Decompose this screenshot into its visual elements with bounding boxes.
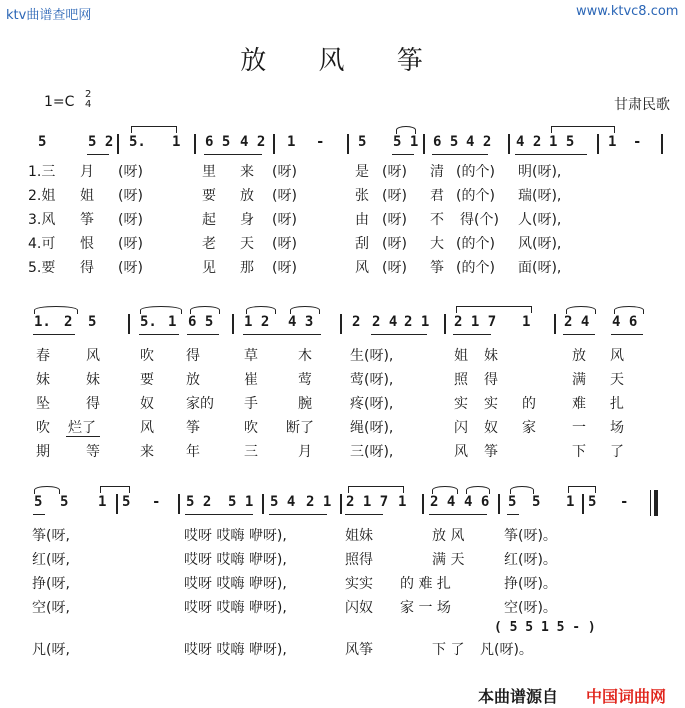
note: 6 5 <box>205 134 231 150</box>
lyric: (呀) <box>272 164 297 180</box>
barline <box>116 494 118 514</box>
slur <box>290 306 320 314</box>
lyric: 下 <box>572 444 586 460</box>
barline <box>262 494 264 514</box>
lyric: 红(呀)。 <box>504 552 557 568</box>
lyric: (呀) <box>118 188 143 204</box>
underline <box>429 514 487 515</box>
time-signature <box>85 90 91 110</box>
lyric: 筝(呀)。 <box>504 528 557 544</box>
note: 4 2 <box>516 134 542 150</box>
barline <box>340 314 342 334</box>
lyric: 得 <box>186 348 200 364</box>
lyric: 来 <box>140 444 154 460</box>
tie <box>100 486 130 493</box>
lyric: 空(呀)。 <box>504 600 557 616</box>
note: 1 2 <box>244 314 270 330</box>
lyric: 扎 <box>610 396 624 412</box>
lyric: 的 <box>522 396 536 412</box>
lyric: 刮 <box>355 236 369 252</box>
lyric: 里 <box>202 164 216 180</box>
lyric: 妹 <box>484 348 498 364</box>
lyric: (呀) <box>272 236 297 252</box>
barline <box>582 494 584 514</box>
barline <box>117 134 119 154</box>
lyric: 照得 <box>345 552 373 568</box>
lyric: 放 <box>186 372 200 388</box>
lyric: 家的 <box>186 396 214 412</box>
note: 1 <box>608 134 617 150</box>
lyric: 是 <box>355 164 369 180</box>
lyric: 满 天 <box>432 552 465 568</box>
lyric: 妹 <box>86 372 100 388</box>
barline <box>498 494 500 514</box>
lyric: 筝 <box>80 212 94 228</box>
underline <box>507 514 519 515</box>
lyric: 凡(呀)。 <box>480 642 533 658</box>
lyric: 闪奴 <box>345 600 373 616</box>
lyric: 筝(呀, <box>32 528 70 544</box>
lyric: 闪 <box>454 420 468 436</box>
note: - <box>316 134 325 150</box>
time-denominator: 4 <box>85 99 92 110</box>
note: 5 1 <box>393 134 419 150</box>
final-barline-thick <box>654 490 658 516</box>
lyric: (呀) <box>382 212 407 228</box>
lyric: 莺(呀), <box>350 372 394 388</box>
lyric: (呀) <box>382 236 407 252</box>
lyric: 莺 <box>298 372 312 388</box>
barline <box>273 134 275 154</box>
lyric: 姐妹 <box>345 528 373 544</box>
lyric: 4.可 <box>28 236 56 252</box>
coda-notation: ( 5 5 1 5 - ) <box>494 620 596 635</box>
lyric: 挣(呀)。 <box>504 576 557 592</box>
lyric-row <box>0 257 685 279</box>
note: 5 <box>34 494 43 510</box>
lyric: 妹 <box>36 372 50 388</box>
lyric: 要 <box>140 372 154 388</box>
lyric: 家 <box>522 420 536 436</box>
lyric: 明(呀), <box>518 164 562 180</box>
barline <box>194 134 196 154</box>
lyric: (的个) <box>456 236 495 252</box>
note: 5 <box>508 494 517 510</box>
lyric: 见 <box>202 260 216 276</box>
lyric: 一 <box>572 420 586 436</box>
lyric-row <box>0 345 685 367</box>
note: 6 5 <box>433 134 459 150</box>
note: 4 3 <box>288 314 314 330</box>
lyric: 得 <box>80 260 94 276</box>
lyric: 风 <box>86 348 100 364</box>
lyric: 烂了 <box>68 420 96 436</box>
slur <box>34 486 60 494</box>
lyric: 放 风 <box>432 528 465 544</box>
underline <box>432 154 488 155</box>
lyric: 春 <box>36 348 50 364</box>
lyric: 3.风 <box>28 212 56 228</box>
lyric: 的 难 扎 <box>400 576 451 592</box>
note: 4 2 <box>240 134 266 150</box>
lyric: 面(呀), <box>518 260 562 276</box>
slur <box>510 486 534 494</box>
lyric: 三 <box>244 444 258 460</box>
lyric: 得(个) <box>460 212 499 228</box>
note: 4 6 <box>612 314 638 330</box>
lyric: 风 <box>610 348 624 364</box>
lyric: 身 <box>240 212 254 228</box>
lyric: 三(呀), <box>350 444 394 460</box>
note: 2 <box>352 314 361 330</box>
lyric: 那 <box>240 260 254 276</box>
lyric: (呀) <box>382 164 407 180</box>
note: 2 1 7 <box>346 494 389 510</box>
barline <box>178 494 180 514</box>
lyric: 实实 <box>345 576 373 592</box>
note: 1 <box>398 494 407 510</box>
note: 1 <box>566 494 575 510</box>
underline <box>269 514 327 515</box>
lyric: 哎呀 哎嗨 咿呀), <box>184 600 287 616</box>
lyric: 1.三 <box>28 164 56 180</box>
lyric: 坠 <box>36 396 50 412</box>
barline <box>128 314 130 334</box>
lyric: 吹 <box>140 348 154 364</box>
underline <box>243 334 321 335</box>
lyric: 人(呀), <box>518 212 562 228</box>
slur <box>566 306 596 314</box>
lyric: 得 <box>86 396 100 412</box>
lyric: 哎呀 哎嗨 咿呀), <box>184 528 287 544</box>
lyric: 吹 <box>36 420 50 436</box>
lyric: (呀) <box>272 188 297 204</box>
lyric: (呀) <box>272 260 297 276</box>
slur <box>140 306 182 314</box>
tie <box>131 126 177 133</box>
lyric: 绳(呀), <box>350 420 394 436</box>
lyric: 场 <box>610 420 624 436</box>
note: 5 <box>38 134 47 150</box>
underline <box>139 334 179 335</box>
slur <box>432 486 458 494</box>
note: 5 1 <box>228 494 254 510</box>
note: 5 <box>532 494 541 510</box>
lyric: 手 <box>244 396 258 412</box>
underline <box>453 334 491 335</box>
lyric: 清 <box>430 164 444 180</box>
lyric: 来 <box>240 164 254 180</box>
lyric-row <box>0 369 685 391</box>
lyric: 姐 <box>80 188 94 204</box>
lyric: 下 了 <box>432 642 465 658</box>
note: 2 1 7 <box>454 314 497 330</box>
barline <box>423 134 425 154</box>
lyric-row <box>0 161 685 183</box>
lyric: 等 <box>86 444 100 460</box>
lyric: 哎呀 哎嗨 咿呀), <box>184 552 287 568</box>
lyric: 崔 <box>244 372 258 388</box>
note: - <box>152 494 161 510</box>
lyric-row <box>0 393 685 415</box>
lyric: 由 <box>355 212 369 228</box>
lyric: (呀) <box>118 164 143 180</box>
lyric: (呀) <box>272 212 297 228</box>
note: 1. <box>34 314 51 330</box>
underline <box>204 154 262 155</box>
lyric: 君 <box>430 188 444 204</box>
lyric: 筝 <box>186 420 200 436</box>
note: 1 <box>172 134 181 150</box>
lyric: 草 <box>244 348 258 364</box>
lyric-row <box>0 597 685 619</box>
lyric: 实 <box>484 396 498 412</box>
lyric: 风 <box>140 420 154 436</box>
lyric: 空(呀, <box>32 600 70 616</box>
lyric: 哎呀 哎嗨 咿呀), <box>184 642 287 658</box>
lyric: 姐 <box>454 348 468 364</box>
note: 1 <box>98 494 107 510</box>
lyric: (的个) <box>456 260 495 276</box>
footer-source-label: 本曲谱源自 <box>478 687 559 706</box>
note: 1 <box>168 314 177 330</box>
note: - <box>620 494 629 510</box>
lyric: 奴 <box>484 420 498 436</box>
song-origin: 甘肃民歌 <box>614 97 670 113</box>
note: 2 <box>64 314 73 330</box>
lyric: 放 <box>240 188 254 204</box>
lyric-row <box>0 549 685 571</box>
note: 5 4 <box>270 494 296 510</box>
note: 4 2 <box>466 134 492 150</box>
lyric: 不 <box>430 212 444 228</box>
note: 5 <box>358 134 367 150</box>
note: 5 <box>88 314 97 330</box>
lyric-row <box>0 441 685 463</box>
note: 2 4 <box>430 494 456 510</box>
lyric: 风(呀), <box>518 236 562 252</box>
lyric: 起 <box>202 212 216 228</box>
lyric: 放 <box>572 348 586 364</box>
footer-site-link[interactable]: 中国词曲网 <box>586 687 667 706</box>
note: 5 <box>122 494 131 510</box>
note: 5 2 <box>88 134 114 150</box>
note: 4 6 <box>464 494 490 510</box>
time-numerator: 2 <box>85 89 92 100</box>
lyric: 哎呀 哎嗨 咿呀), <box>184 576 287 592</box>
slur <box>34 306 78 314</box>
lyric: 了 <box>610 444 624 460</box>
note: 5. <box>129 134 146 150</box>
lyric: (呀) <box>382 188 407 204</box>
slur <box>466 486 490 494</box>
slur <box>396 126 416 134</box>
lyric: 恨 <box>80 236 94 252</box>
lyric-row <box>0 185 685 207</box>
lyric: 老 <box>202 236 216 252</box>
lyric: (的个) <box>456 164 495 180</box>
notation-row-3 <box>0 494 685 518</box>
underline <box>345 514 383 515</box>
slur <box>614 306 644 314</box>
lyric: 2.姐 <box>28 188 56 204</box>
lyric: 年 <box>186 444 200 460</box>
lyric: 月 <box>298 444 312 460</box>
lyric: 腕 <box>298 396 312 412</box>
note: 5. <box>140 314 157 330</box>
lyric: (呀) <box>382 260 407 276</box>
note: 5 2 <box>186 494 212 510</box>
lyric: (的个) <box>456 188 495 204</box>
lyric: 断了 <box>286 420 314 436</box>
lyric: 天 <box>240 236 254 252</box>
underline <box>187 334 219 335</box>
note: 1 <box>287 134 296 150</box>
note: 5 <box>588 494 597 510</box>
barline <box>444 314 446 334</box>
lyric-row <box>0 573 685 595</box>
slur <box>190 306 220 314</box>
note: 6 5 <box>188 314 214 330</box>
barline <box>554 314 556 334</box>
lyric: 吹 <box>244 420 258 436</box>
barline <box>597 134 599 154</box>
lyric: 筝 <box>484 444 498 460</box>
lyric: 生(呀), <box>350 348 394 364</box>
tie <box>456 306 532 313</box>
lyric: 风 <box>454 444 468 460</box>
lyric: 大 <box>430 236 444 252</box>
underline <box>87 154 109 155</box>
lyric: (呀) <box>118 260 143 276</box>
lyric: 照 <box>454 372 468 388</box>
lyric: (呀) <box>118 212 143 228</box>
lyric: 满 <box>572 372 586 388</box>
note: 5 <box>60 494 69 510</box>
note: 1 <box>522 314 531 330</box>
notation-row-1 <box>0 134 685 158</box>
barline <box>232 314 234 334</box>
underline <box>515 154 587 155</box>
lyric-row <box>0 639 685 661</box>
song-title: 放 风 筝 <box>240 46 445 76</box>
underline <box>371 334 427 335</box>
lyric: (呀) <box>118 236 143 252</box>
lyric: 风 <box>355 260 369 276</box>
watermark-left: ktv曲谱查吧网 <box>6 8 92 23</box>
note: 2 4 <box>564 314 590 330</box>
lyric: 得 <box>484 372 498 388</box>
lyric: 红(呀, <box>32 552 70 568</box>
lyric: 天 <box>610 372 624 388</box>
lyric: 5.要 <box>28 260 56 276</box>
lyric: 张 <box>355 188 369 204</box>
note: 2 1 <box>404 314 430 330</box>
underline <box>611 334 643 335</box>
underline <box>563 334 595 335</box>
lyric: 木 <box>298 348 312 364</box>
tie <box>551 126 615 133</box>
note: - <box>633 134 642 150</box>
lyric: 疼(呀), <box>350 396 394 412</box>
underline <box>33 334 75 335</box>
lyric: 凡(呀, <box>32 642 70 658</box>
lyric-row <box>0 525 685 547</box>
lyric: 要 <box>202 188 216 204</box>
lyric-row <box>0 233 685 255</box>
underline <box>33 514 45 515</box>
lyric: 家 一 场 <box>400 600 451 616</box>
lyric-row <box>0 417 685 439</box>
lyric: 瑞(呀), <box>518 188 562 204</box>
barline <box>347 134 349 154</box>
barline <box>508 134 510 154</box>
underline <box>392 154 414 155</box>
lyric: 难 <box>572 396 586 412</box>
lyric: 挣(呀, <box>32 576 70 592</box>
tie <box>568 486 596 493</box>
barline <box>422 494 424 514</box>
lyric: 筝 <box>430 260 444 276</box>
barline <box>340 494 342 514</box>
lyric: 月 <box>80 164 94 180</box>
lyric: 实 <box>454 396 468 412</box>
lyric: 风筝 <box>345 642 373 658</box>
notation-row-2 <box>0 314 685 338</box>
underline <box>185 514 253 515</box>
tie <box>348 486 404 493</box>
final-barline-thin <box>650 490 651 516</box>
barline <box>661 134 663 154</box>
lyric: 奴 <box>140 396 154 412</box>
key-signature: 1=C <box>44 94 75 110</box>
watermark-right: www.ktvc8.com <box>576 4 679 19</box>
slur <box>246 306 276 314</box>
lyric-row <box>0 209 685 231</box>
lyric: 期 <box>36 444 50 460</box>
note: 2 4 <box>372 314 398 330</box>
note: 2 1 <box>306 494 332 510</box>
note: 1 5 <box>549 134 575 150</box>
